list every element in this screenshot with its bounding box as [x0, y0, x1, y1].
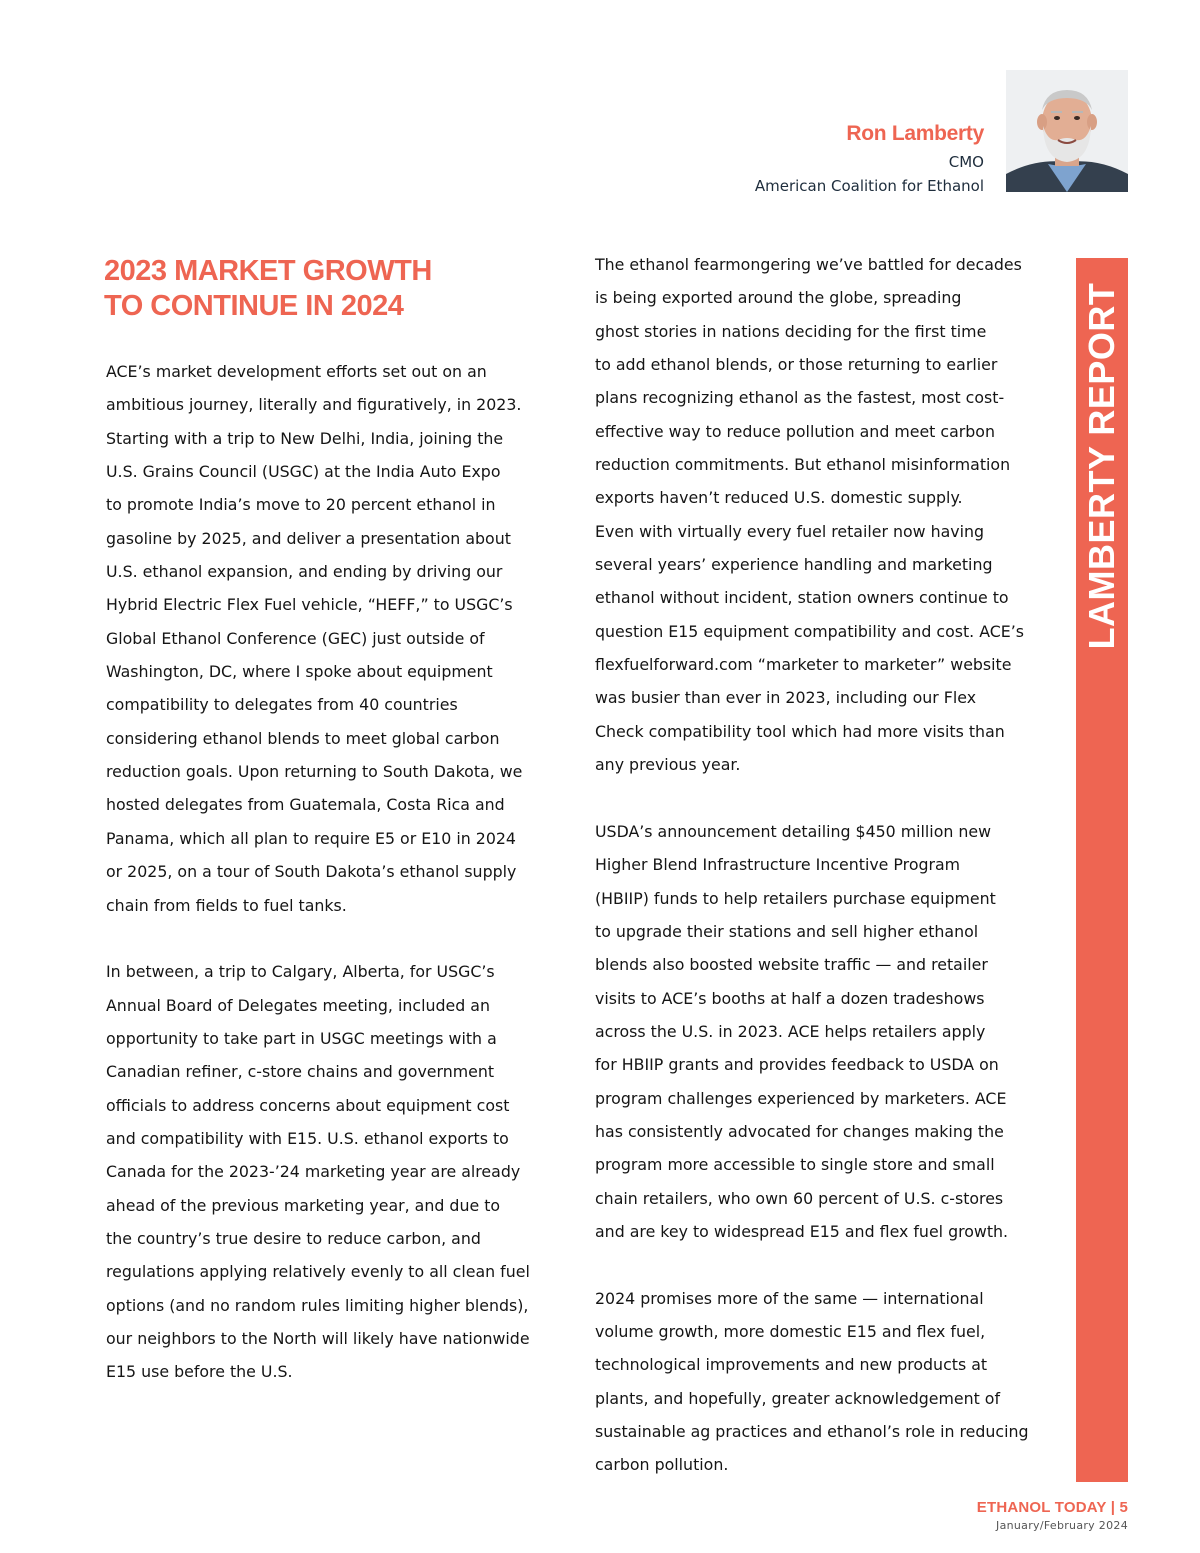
text-line: to add ethanol blends, or those returning to earlier [595, 355, 998, 375]
text-line: several years’ experience handling and marketing [595, 555, 993, 575]
text-line: Even with virtually every fuel retailer now having [595, 521, 985, 541]
right-paragraph-1 [595, 248, 1040, 782]
text-line: reduction goals. Upon returning to South Dakota, we [106, 762, 523, 782]
text-line: E15 use before the U.S. [106, 1362, 293, 1382]
text-line: options (and no random rules limiting higher blends), [106, 1295, 529, 1315]
text-line: U.S. Grains Council (USGC) at the India Auto Expo [106, 462, 501, 482]
left-column [106, 355, 546, 1389]
headline-line-1: 2023 MARKET GROWTH [104, 255, 432, 287]
left-paragraph-1 [106, 355, 546, 922]
text-line: compatibility to delegates from 40 countries [106, 695, 458, 715]
text-line: sustainable ag practices and ethanol’s role in reducing [595, 1422, 1029, 1442]
paragraph-gap [595, 782, 1040, 815]
text-line: flexfuelforward.com “marketer to marketer” website [595, 655, 1012, 675]
author-headshot-icon [1006, 70, 1128, 192]
text-line: visits to ACE’s booths at half a dozen tradeshows [595, 988, 985, 1008]
text-line: plants, and hopefully, greater acknowledgement of [595, 1388, 1001, 1408]
text-line: our neighbors to the North will likely have nationwide [106, 1328, 530, 1348]
headline-line-2: TO CONTINUE IN 2024 [104, 290, 404, 322]
text-line: considering ethanol blends to meet global carbon [106, 728, 500, 748]
text-line: U.S. ethanol expansion, and ending by driving our [106, 562, 503, 582]
right-column [595, 248, 1040, 1482]
author-name: Ron Lamberty [846, 122, 984, 145]
text-line: has consistently advocated for changes making the [595, 1121, 1004, 1141]
text-line: (HBIIP) funds to help retailers purchase equipment [595, 888, 996, 908]
text-line: opportunity to take part in USGC meetings with a [106, 1028, 497, 1048]
text-line: Canada for the 2023-’24 marketing year are already [106, 1162, 521, 1182]
article-headline [104, 254, 534, 324]
text-line: exports haven’t reduced U.S. domestic supply. [595, 488, 963, 508]
text-line: chain retailers, who own 60 percent of U.S. c-stores [595, 1188, 1004, 1208]
text-line: volume growth, more domestic E15 and flex fuel, [595, 1322, 986, 1341]
page-footer [977, 1498, 1128, 1534]
text-line: 2024 promises more of the same — international [595, 1288, 984, 1308]
author-byline [755, 118, 984, 198]
issue-date: January/February 2024 [996, 1519, 1128, 1532]
text-line: to upgrade their stations and sell higher ethanol [595, 921, 979, 941]
text-line: ahead of the previous marketing year, and due to [106, 1195, 501, 1215]
publication-page-number: ETHANOL TODAY | 5 [976, 1499, 1128, 1516]
paragraph-gap [595, 1248, 1040, 1281]
text-line: Starting with a trip to New Delhi, India, joining the [106, 428, 504, 448]
text-line: Canadian refiner, c-store chains and government [106, 1062, 495, 1082]
text-line: and are key to widespread E15 and flex fuel growth. [595, 1221, 1009, 1241]
text-line: ambitious journey, literally and figuratively, in 2023. [106, 395, 522, 415]
text-line: Panama, which all plan to require E5 or E10 in 2024 [106, 828, 516, 848]
text-line: any previous year. [595, 755, 741, 775]
text-line: ethanol without incident, station owners continue to [595, 588, 1009, 608]
text-line: USDA’s announcement detailing $450 million new [595, 821, 992, 841]
text-line: reduction commitments. But ethanol misinformation [595, 455, 1011, 475]
text-line: officials to address concerns about equipment cost [106, 1095, 510, 1115]
text-line: Global Ethanol Conference (GEC) just outside of [106, 628, 485, 648]
text-line: blends also boosted website traffic — and retailer [595, 955, 988, 975]
text-line: and compatibility with E15. U.S. ethanol exports to [106, 1128, 509, 1148]
text-line: gasoline by 2025, and deliver a presentation about [106, 528, 511, 548]
author-title: CMO [948, 153, 984, 171]
text-line: to promote India’s move to 20 percent ethanol in [106, 495, 496, 515]
text-line: ghost stories in nations deciding for the first time [595, 321, 987, 341]
text-line: hosted delegates from Guatemala, Costa Rica and [106, 795, 505, 815]
text-line: The ethanol fearmongering we’ve battled for decades [595, 255, 1022, 274]
right-paragraph-3 [595, 1282, 1040, 1482]
text-line: carbon pollution. [595, 1455, 729, 1475]
text-line: or 2025, on a tour of South Dakota’s ethanol supply [106, 862, 517, 882]
text-line: ACE’s market development efforts set out on an [106, 362, 487, 381]
text-line: technological improvements and new products at [595, 1355, 988, 1375]
text-line: Check compatibility tool which had more visits than [595, 721, 1005, 741]
right-paragraph-2 [595, 815, 1040, 1248]
text-line: effective way to reduce pollution and meet carbon [595, 421, 995, 441]
text-line: program challenges experienced by marketers. ACE [595, 1088, 1007, 1108]
text-line: Annual Board of Delegates meeting, included an [106, 995, 490, 1015]
text-line: Washington, DC, where I spoke about equipment [106, 662, 493, 682]
text-line: regulations applying relatively evenly to all clean fuel [106, 1262, 530, 1282]
author-photo [1006, 70, 1128, 192]
text-line: across the U.S. in 2023. ACE helps retailers apply [595, 1021, 986, 1041]
paragraph-gap [106, 922, 546, 955]
text-line: Hybrid Electric Flex Fuel vehicle, “HEFF,” to USGC’s [106, 595, 513, 615]
text-line: program more accessible to single store and small [595, 1155, 995, 1175]
text-line: chain from fields to fuel tanks. [106, 895, 347, 915]
text-line: In between, a trip to Calgary, Alberta, for USGC’s [106, 962, 495, 982]
text-line: question E15 equipment compatibility and cost. ACE’s [595, 621, 1025, 641]
text-line: for HBIIP grants and provides feedback to USDA on [595, 1055, 999, 1075]
author-organization: American Coalition for Ethanol [754, 177, 984, 195]
left-paragraph-2 [106, 955, 546, 1388]
text-line: the country’s true desire to reduce carbon, and [106, 1228, 481, 1248]
text-line: was busier than ever in 2023, including our Flex [595, 688, 977, 708]
text-line: Higher Blend Infrastructure Incentive Program [595, 855, 961, 875]
text-line: is being exported around the globe, spreading [595, 288, 962, 308]
section-label: LAMBERTY REPORT [1081, 282, 1122, 650]
text-line: plans recognizing ethanol as the fastest, most cost- [595, 388, 1005, 408]
